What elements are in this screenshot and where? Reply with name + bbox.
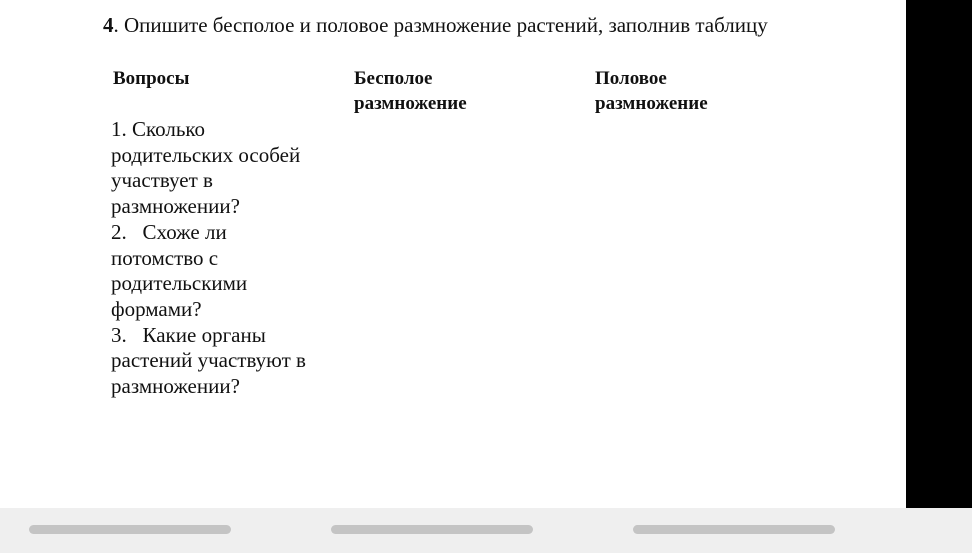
question-line: 1. Сколько bbox=[111, 117, 206, 141]
question-line: 3. Какие органы bbox=[111, 322, 266, 347]
header-line: размножение bbox=[354, 93, 467, 114]
question-line: участвует в bbox=[111, 168, 213, 193]
scroll-indicator[interactable] bbox=[331, 525, 533, 534]
question-line: растений участвуют в bbox=[111, 348, 306, 373]
column-header-questions bbox=[113, 66, 189, 91]
header-line: Половое bbox=[595, 68, 667, 89]
task-number: 4 bbox=[103, 13, 114, 37]
task-heading bbox=[103, 12, 768, 38]
question-line: размножении? bbox=[111, 194, 240, 219]
task-text: . Опишите бесполое и половое размножение растений, заполнив таблицу bbox=[113, 13, 768, 37]
question-line: потомство с bbox=[111, 245, 219, 270]
question-item bbox=[111, 323, 341, 400]
question-item bbox=[111, 220, 341, 323]
column-header-asexual bbox=[354, 66, 467, 116]
scroll-indicator[interactable] bbox=[29, 525, 231, 534]
question-line: формами? bbox=[111, 296, 202, 321]
scroll-indicator[interactable] bbox=[633, 525, 835, 534]
question-line: родительскими bbox=[111, 271, 248, 296]
header-line: Бесполое bbox=[354, 68, 433, 89]
side-strip bbox=[906, 0, 972, 508]
bottom-scroll-bar[interactable] bbox=[0, 508, 972, 553]
column-header-sexual bbox=[595, 66, 708, 116]
questions-list bbox=[111, 117, 341, 400]
question-line: 2. Схоже ли bbox=[111, 219, 227, 244]
question-item bbox=[111, 117, 341, 220]
question-line: размножении? bbox=[111, 374, 240, 399]
question-line: родительских особей bbox=[111, 142, 301, 167]
header-line: размножение bbox=[595, 93, 708, 114]
header-line: Вопросы bbox=[113, 68, 190, 89]
